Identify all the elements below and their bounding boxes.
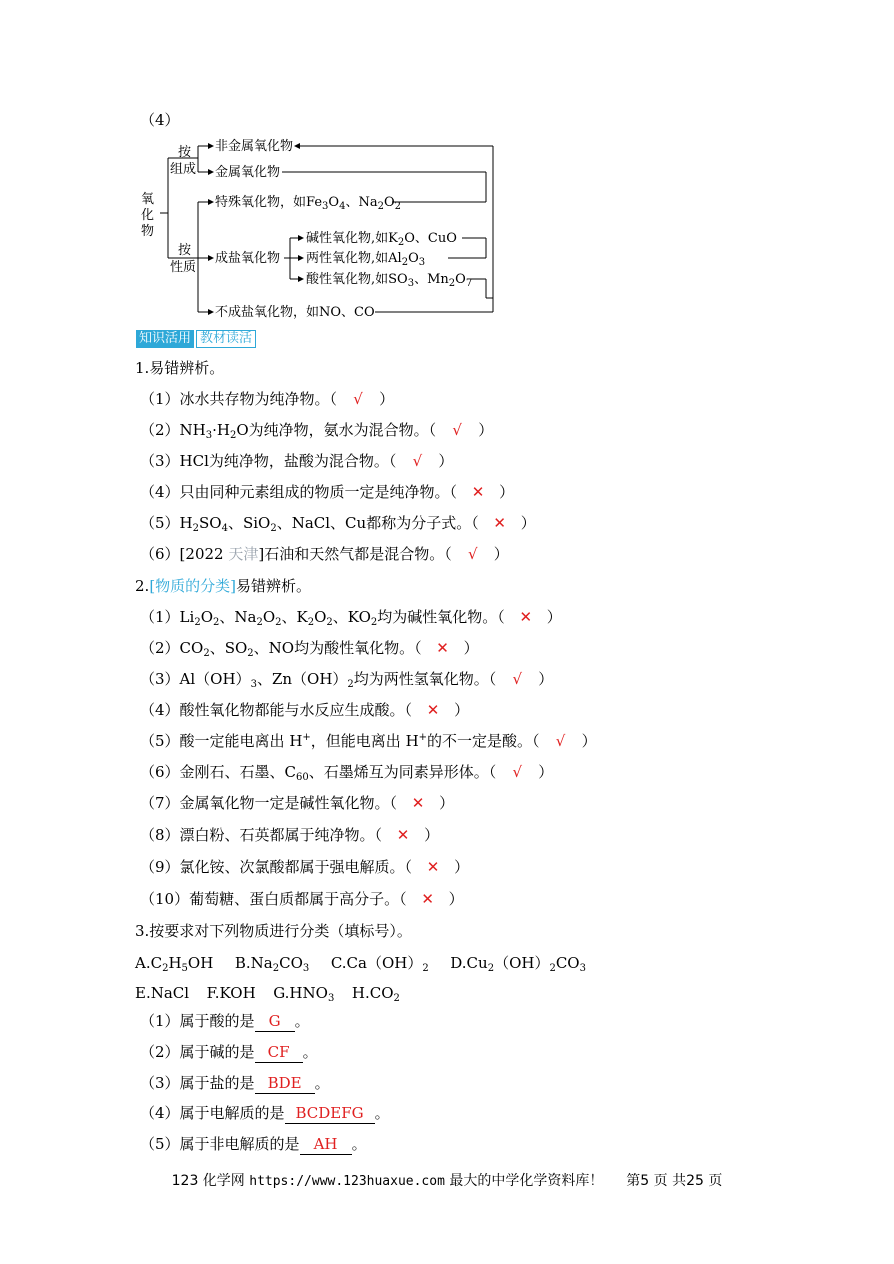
q3-title: 3.按要求对下列物质进行分类（填标号）。	[135, 922, 412, 940]
formula-part: NH	[179, 421, 206, 439]
item-number: （1）	[140, 1012, 180, 1030]
subscript: 3	[327, 993, 335, 1004]
q3-item	[140, 1103, 390, 1124]
cross-mark: ✕	[493, 514, 506, 532]
item-text: 的不一定是酸。（	[427, 732, 540, 750]
item-number: （7）	[140, 794, 180, 812]
subscript: 2	[347, 679, 354, 690]
paren-close: ）	[424, 826, 440, 844]
formula-part: SO	[199, 514, 222, 532]
subscript: 2	[393, 993, 400, 1004]
q2-item	[140, 857, 469, 877]
formula-part: O	[200, 608, 213, 626]
item-number: （1）	[140, 390, 180, 408]
item-number: （5）	[140, 514, 180, 532]
footer-site-name: 123 化学网	[171, 1173, 245, 1189]
q3-item	[140, 1134, 367, 1155]
q2-source-tag: [物质的分类]	[149, 577, 237, 595]
item-text: HCl为纯净物，盐酸为混合物。（	[179, 452, 397, 470]
tag-secondary: 教材读活	[196, 330, 256, 348]
item-number: （9）	[140, 858, 180, 876]
item-number: （3）	[140, 452, 180, 470]
page-footer	[0, 1170, 894, 1190]
subscript: 2	[194, 617, 201, 628]
item-text: 金刚石、石墨、C	[179, 763, 297, 781]
subscript: 2	[230, 430, 237, 441]
label-char: 按	[178, 243, 192, 258]
option-f: F.KOH	[206, 984, 256, 1002]
item-number: （4）	[140, 701, 180, 719]
subscript: 2	[422, 963, 429, 974]
cross-mark: ✕	[411, 794, 425, 812]
item-text: 属于酸的是	[179, 1012, 255, 1030]
q1-item	[140, 513, 536, 533]
acidic-oxide-label	[306, 270, 472, 290]
item-text: 、石墨烯互为同素异形体。（	[308, 763, 497, 781]
formula-part: O	[383, 195, 395, 210]
footer-url[interactable]: https://www.123huaxue.com	[249, 1174, 445, 1189]
paren-close: ）	[463, 639, 479, 657]
root-char: 物	[141, 224, 155, 239]
check-mark: √	[412, 452, 423, 470]
subscript: 2	[394, 201, 402, 212]
subscript: 2	[192, 523, 200, 534]
formula-part: 、Mn	[414, 272, 449, 287]
superscript: +	[418, 732, 428, 743]
source-prefix: [2022	[179, 545, 229, 563]
paren-close: ）	[499, 483, 515, 501]
option-h	[352, 984, 400, 1002]
formula-part: 、KO	[332, 608, 371, 626]
q1-item	[140, 420, 493, 440]
formula-part: CO	[279, 954, 303, 972]
subscript: 2	[326, 617, 333, 628]
special-oxide-label	[215, 193, 401, 213]
cross-mark: ✕	[471, 483, 485, 501]
superscript: +	[302, 732, 311, 743]
item-text: 均为两性氢氧化物。（	[353, 670, 497, 688]
formula-part: CO	[179, 639, 204, 657]
subscript: 2	[370, 617, 378, 628]
formula-part: OH	[187, 954, 214, 972]
formula-part: H.CO	[351, 984, 394, 1002]
formula-part: O、CuO	[404, 231, 457, 246]
option-c	[331, 954, 429, 972]
item-text: 金属氧化物一定是碱性氧化物。（	[179, 794, 398, 812]
item-number: （6）	[140, 545, 180, 563]
item-text: 只由同种元素组成的物质一定是纯净物。（	[179, 483, 458, 501]
subscript: 2	[487, 963, 495, 974]
diagram-number: （4）	[140, 111, 180, 129]
formula-part: 、Na	[345, 195, 378, 210]
item-number: （2）	[140, 639, 180, 657]
paren-close: ）	[538, 763, 554, 781]
paren-close: ）	[454, 858, 470, 876]
formula-part: H	[179, 514, 193, 532]
period: 。	[374, 1104, 390, 1122]
item-number: （2）	[140, 421, 180, 439]
subscript: 2	[401, 257, 409, 268]
subscript: 7	[465, 278, 473, 289]
q1-item	[140, 451, 453, 471]
q1-item	[140, 544, 509, 564]
paren-close: ）	[448, 890, 464, 908]
formula-part: 、SiO	[227, 514, 271, 532]
paren-close: ）	[438, 452, 454, 470]
item-text: 、NaCl、Cu都称为分子式。（	[276, 514, 479, 532]
paren-close: ）	[439, 794, 455, 812]
q2-item	[140, 669, 553, 689]
period: 。	[302, 1043, 318, 1061]
period: 。	[294, 1012, 310, 1030]
cross-mark: ✕	[396, 826, 410, 844]
formula-part: B.Na	[234, 954, 273, 972]
item-number: （4）	[140, 483, 180, 501]
q2-item	[140, 793, 454, 813]
amphoteric-oxide-label	[306, 249, 425, 269]
subscript: 2	[213, 617, 220, 628]
formula-part: ·H	[212, 421, 230, 439]
q1-item	[140, 482, 514, 502]
q1-title: 1.易错辨析。	[135, 359, 225, 377]
option-d	[450, 954, 586, 972]
item-number: （3）	[140, 670, 180, 688]
cross-mark: ✕	[426, 701, 440, 719]
item-text: 属于电解质的是	[179, 1104, 285, 1122]
acidic-oxide-prefix: 酸性氧化物,如SO	[306, 272, 408, 287]
special-oxide-prefix: 特殊氧化物，如	[215, 195, 307, 210]
item-text: O为纯净物，氨水为混合物。（	[236, 421, 437, 439]
item-number: （5）	[140, 1135, 180, 1153]
cross-mark: ✕	[436, 639, 449, 657]
label-char: 按	[178, 145, 192, 160]
subscript: 3	[418, 257, 426, 268]
item-number: （10）	[140, 890, 190, 908]
answer-blank: BCDEFG	[285, 1103, 375, 1124]
item-number: （3）	[140, 1074, 180, 1092]
item-text: 属于盐的是	[179, 1074, 255, 1092]
check-mark: √	[452, 421, 462, 439]
salt-forming-oxide-label: 成盐氧化物	[215, 251, 281, 266]
item-text: 酸一定能电离出 H	[179, 732, 303, 750]
subscript: 3	[302, 963, 310, 974]
q2-item	[140, 889, 464, 909]
formula-part: Al（OH）	[179, 670, 251, 688]
cross-mark: ✕	[426, 858, 440, 876]
basic-oxide-prefix: 碱性氧化物,如K	[306, 231, 398, 246]
formula-part: O	[408, 251, 419, 266]
check-mark: √	[555, 732, 566, 750]
formula-part: O	[262, 608, 276, 626]
check-mark: √	[512, 763, 523, 781]
q3-item	[140, 1042, 318, 1063]
q2-item	[140, 638, 479, 658]
formula-part: CO	[555, 954, 580, 972]
q2-title-text: 易错辨析。	[236, 577, 312, 595]
subscript: 3	[579, 963, 586, 974]
paren-close: ）	[581, 732, 597, 750]
label-char: 组成	[170, 162, 197, 177]
subscript: 3	[322, 201, 329, 212]
root-char: 化	[141, 208, 155, 223]
subscript: 2	[307, 617, 315, 628]
non-salt-forming-oxide-label: 不成盐氧化物，如NO、CO	[215, 305, 375, 320]
formula-part: O	[328, 195, 340, 210]
item-text: ，但能电离出 H	[310, 732, 419, 750]
formula-part: O	[455, 272, 466, 287]
paren-close: ）	[379, 390, 395, 408]
formula-part: A.C	[135, 954, 163, 972]
paren-close: ）	[538, 670, 554, 688]
page-number: 第5 页 共25 页	[626, 1173, 723, 1189]
formula-part: Fe	[306, 195, 323, 210]
item-number: （8）	[140, 826, 180, 844]
item-number: （1）	[140, 608, 180, 626]
check-mark: √	[512, 670, 523, 688]
formula-part: 、SO	[209, 639, 248, 657]
item-number: （6）	[140, 763, 180, 781]
item-text: 冰水共存物为纯净物。（	[179, 390, 338, 408]
item-text: 漂白粉、石英都属于纯净物。（	[179, 826, 383, 844]
by-property-label	[170, 242, 197, 276]
q2-item	[140, 825, 439, 845]
subscript: 2	[549, 963, 556, 974]
subscript: 2	[256, 617, 263, 628]
subscript: 60	[296, 772, 309, 783]
item-text: 酸性氧化物都能与水反应生成酸。（	[179, 701, 413, 719]
formula-part: 、K	[281, 608, 308, 626]
period: 。	[314, 1074, 330, 1092]
answer-blank: BDE	[255, 1073, 315, 1094]
subscript: 2	[448, 278, 456, 289]
item-text: ]石油和天然气都是混合物。（	[258, 545, 452, 563]
q2-title	[135, 576, 311, 596]
paren-close: ）	[454, 701, 470, 719]
item-text: 属于碱的是	[179, 1043, 255, 1061]
item-text: 、NO均为酸性氧化物。（	[253, 639, 422, 657]
nonmetal-oxide-label: 非金属氧化物	[215, 139, 294, 154]
item-text: 属于非电解质的是	[179, 1135, 300, 1153]
formula-part: H	[168, 954, 182, 972]
q3-item	[140, 1011, 310, 1032]
formula-part: C.Ca（OH）	[330, 954, 423, 972]
cross-mark: ✕	[519, 608, 533, 626]
q3-options-line2	[135, 983, 400, 1003]
subscript: 2	[377, 201, 384, 212]
option-a	[135, 954, 213, 972]
by-composition-label	[170, 144, 197, 178]
option-b	[235, 954, 309, 972]
q2-item	[140, 700, 469, 720]
basic-oxide-label	[306, 229, 457, 249]
q2-item	[140, 731, 597, 751]
subscript: 3	[407, 278, 415, 289]
answer-blank: CF	[255, 1042, 303, 1063]
answer-blank: G	[255, 1011, 295, 1032]
q2-item	[140, 762, 553, 782]
subscript: 2	[397, 237, 405, 248]
subscript: 2	[275, 617, 282, 628]
label-char: 性质	[170, 260, 197, 275]
subscript: 2	[247, 648, 254, 659]
subscript: 3	[250, 679, 257, 690]
subscript: 4	[339, 201, 346, 212]
cross-mark: ✕	[421, 890, 434, 908]
subscript: 2	[203, 648, 210, 659]
source-region: 天津	[228, 545, 259, 563]
paren-close: ）	[493, 545, 509, 563]
option-g	[273, 984, 334, 1002]
item-number: （5）	[140, 732, 180, 750]
q3-item	[140, 1073, 330, 1094]
period: 。	[351, 1135, 367, 1153]
subscript: 2	[270, 523, 277, 534]
q2-item	[140, 607, 562, 627]
item-number: （2）	[140, 1043, 180, 1061]
subscript: 2	[272, 963, 280, 974]
subscript: 2	[162, 963, 169, 974]
root-char: 氧	[141, 192, 155, 207]
paren-close: ）	[520, 514, 536, 532]
subscript: 5	[181, 963, 188, 974]
check-mark: √	[467, 545, 478, 563]
tag-primary: 知识活用	[136, 330, 194, 348]
paren-close: ）	[546, 608, 562, 626]
answer-blank: AH	[300, 1134, 352, 1155]
q2-number: 2.	[135, 577, 150, 595]
formula-part: D.Cu	[450, 954, 488, 972]
footer-slogan: 最大的中学化学资料库！	[449, 1173, 604, 1189]
root-label	[141, 192, 155, 240]
check-mark: √	[353, 390, 363, 408]
subscript: 4	[221, 523, 228, 534]
item-text: 葡萄糖、蛋白质都属于高分子。（	[189, 890, 407, 908]
formula-part: O	[314, 608, 327, 626]
item-number: （4）	[140, 1104, 180, 1122]
formula-part: Li	[179, 608, 195, 626]
formula-part: G.HNO	[273, 984, 328, 1002]
formula-part: 、Na	[219, 608, 257, 626]
section-tag	[136, 330, 256, 348]
formula-part: 、Zn（OH）	[256, 670, 348, 688]
q3-options-line1	[135, 953, 586, 973]
option-e: E.NaCl	[135, 984, 190, 1002]
formula-part: （OH）	[494, 954, 550, 972]
paren-close: ）	[478, 421, 494, 439]
subscript: 3	[205, 430, 213, 441]
metal-oxide-label: 金属氧化物	[215, 165, 281, 180]
item-text: 氯化铵、次氯酸都属于强电解质。（	[179, 858, 413, 876]
amphoteric-oxide-prefix: 两性氧化物,如Al	[306, 251, 402, 266]
item-text: 均为碱性氧化物。（	[377, 608, 505, 626]
q1-item	[140, 389, 394, 409]
